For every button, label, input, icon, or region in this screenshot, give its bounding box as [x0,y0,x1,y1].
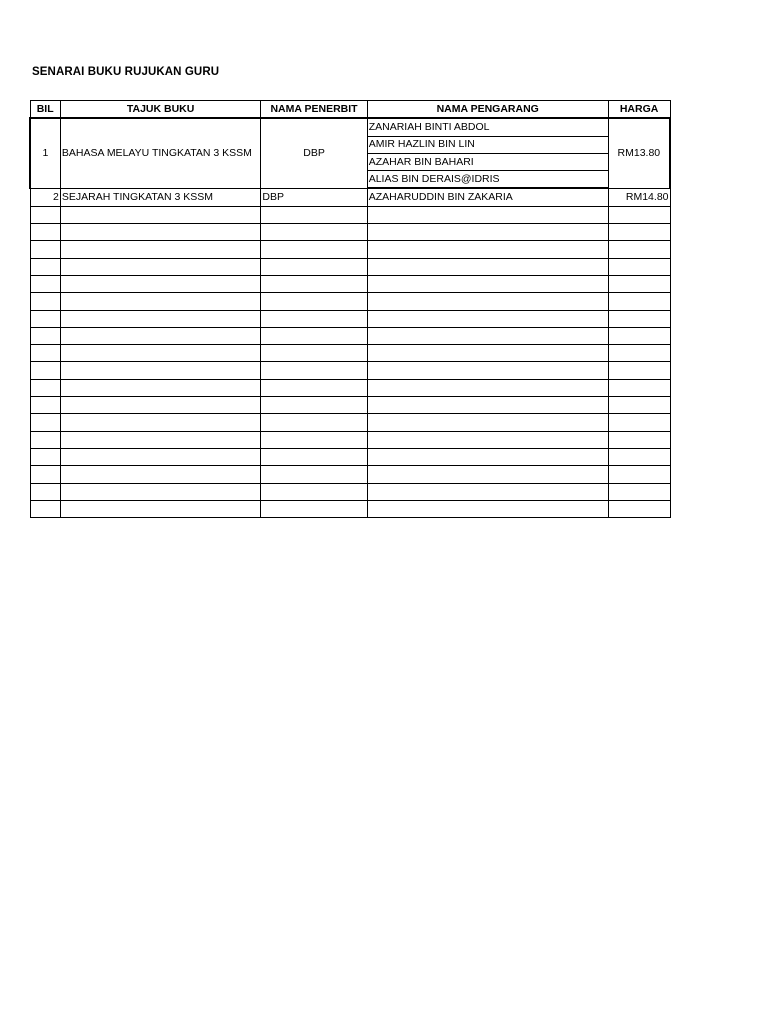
empty-cell [608,362,670,379]
empty-cell [367,448,608,465]
empty-cell [30,483,60,500]
empty-cell [60,362,261,379]
empty-cell [608,466,670,483]
empty-cell [261,327,367,344]
empty-cell [367,345,608,362]
empty-cell [367,310,608,327]
row-2-harga: RM14.80 [608,188,670,206]
row-2-pengarang: AZAHARUDDIN BIN ZAKARIA [367,188,608,206]
empty-cell [60,431,261,448]
empty-cell [608,241,670,258]
empty-cell [60,224,261,241]
empty-cell [30,310,60,327]
empty-table-row [30,483,670,500]
row-1-tajuk: BAHASA MELAYU TINGKATAN 3 KSSM [60,118,261,188]
empty-cell [60,241,261,258]
row-2-penerbit: DBP [261,188,367,206]
empty-table-row [30,448,670,465]
empty-table-row [30,431,670,448]
empty-cell [367,414,608,431]
header-harga: HARGA [608,101,670,119]
empty-cell [60,379,261,396]
empty-cell [60,448,261,465]
empty-cell [60,466,261,483]
empty-cell [367,362,608,379]
empty-cell [60,397,261,414]
empty-cell [608,483,670,500]
empty-cell [30,500,60,517]
empty-table-row [30,206,670,223]
empty-cell [60,345,261,362]
empty-cell [261,345,367,362]
row-1-pengarang-1: ZANARIAH BINTI ABDOL [367,118,608,136]
empty-cell [30,397,60,414]
empty-cell [60,206,261,223]
empty-cell [261,293,367,310]
empty-cell [367,258,608,275]
row-1-bil: 1 [30,118,60,188]
empty-cell [608,206,670,223]
row-2-bil: 2 [30,188,60,206]
empty-cell [367,224,608,241]
empty-table-row [30,310,670,327]
empty-cell [261,483,367,500]
empty-cell [608,327,670,344]
empty-cell [261,379,367,396]
empty-table-row [30,224,670,241]
header-bil: BIL [30,101,60,119]
table-header-row [30,101,670,119]
empty-cell [367,466,608,483]
empty-cell [367,397,608,414]
empty-cell [261,258,367,275]
empty-cell [367,293,608,310]
row-1-pengarang-4: ALIAS BIN DERAIS@IDRIS [367,171,608,189]
empty-cell [30,293,60,310]
empty-table-row [30,275,670,292]
empty-cell [367,483,608,500]
header-tajuk: TAJUK BUKU [60,101,261,119]
empty-cell [608,379,670,396]
header-pengarang: NAMA PENGARANG [367,101,608,119]
empty-table-row [30,345,670,362]
empty-cell [261,310,367,327]
empty-cell [60,500,261,517]
empty-cell [367,431,608,448]
empty-table-row [30,241,670,258]
empty-cell [608,500,670,517]
empty-cell [608,310,670,327]
empty-cell [30,206,60,223]
empty-cell [30,466,60,483]
empty-table-row [30,500,670,517]
row-1-penerbit: DBP [261,118,367,188]
empty-cell [60,414,261,431]
empty-cell [367,241,608,258]
empty-cell [608,431,670,448]
empty-cell [30,362,60,379]
empty-cell [60,310,261,327]
row-2-tajuk: SEJARAH TINGKATAN 3 KSSM [60,188,261,206]
empty-cell [608,397,670,414]
header-penerbit: NAMA PENERBIT [261,101,367,119]
table-row [30,118,670,136]
empty-cell [608,345,670,362]
reference-books-table [29,100,671,518]
empty-table-row [30,362,670,379]
empty-cell [261,224,367,241]
empty-cell [60,293,261,310]
empty-cell [261,362,367,379]
empty-cell [367,327,608,344]
empty-table-row [30,397,670,414]
empty-table-row [30,258,670,275]
document-title: SENARAI BUKU RUJUKAN GURU [32,66,220,78]
empty-cell [261,414,367,431]
empty-cell [261,431,367,448]
empty-cell [608,448,670,465]
row-1-harga: RM13.80 [608,118,670,188]
empty-cell [30,224,60,241]
empty-cell [60,275,261,292]
empty-cell [30,258,60,275]
empty-cell [60,258,261,275]
empty-cell [367,500,608,517]
empty-table-row [30,293,670,310]
empty-cell [367,379,608,396]
empty-cell [367,275,608,292]
row-1-pengarang-2: AMIR HAZLIN BIN LIN [367,136,608,153]
empty-cell [608,293,670,310]
empty-table-row [30,466,670,483]
empty-cell [261,275,367,292]
empty-cell [608,275,670,292]
empty-cell [30,345,60,362]
empty-cell [261,206,367,223]
empty-table-row [30,414,670,431]
empty-cell [261,448,367,465]
empty-cell [30,379,60,396]
empty-cell [608,414,670,431]
empty-cell [30,431,60,448]
table-row [30,188,670,206]
empty-cell [60,483,261,500]
empty-cell [261,500,367,517]
empty-cell [261,397,367,414]
empty-cell [261,466,367,483]
empty-cell [30,414,60,431]
empty-table-row [30,327,670,344]
empty-cell [261,241,367,258]
empty-cell [30,448,60,465]
empty-cell [30,327,60,344]
empty-cell [608,258,670,275]
empty-cell [30,275,60,292]
row-1-pengarang-3: AZAHAR BIN BAHARI [367,153,608,170]
empty-cell [608,224,670,241]
empty-cell [30,241,60,258]
empty-cell [60,327,261,344]
empty-cell [367,206,608,223]
empty-table-row [30,379,670,396]
